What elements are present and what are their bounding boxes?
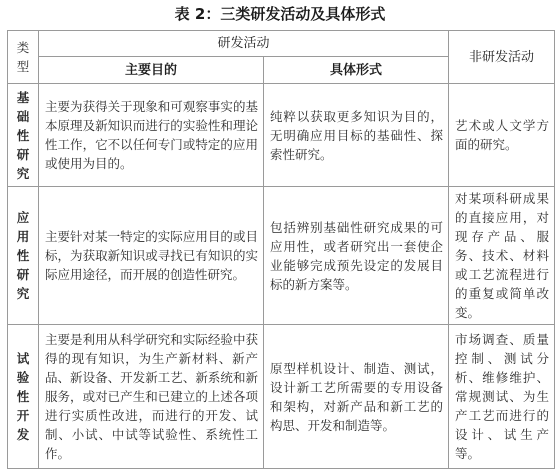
form-cell	[264, 84, 449, 187]
form-cell	[264, 325, 449, 469]
purpose-text: 主要为获得关于现象和可观察事实的基本原理及新知识而进行的实验性和理论性工作，它不以任何专门或特定的应用或使用为目的。	[45, 99, 258, 171]
table-row	[8, 325, 555, 469]
type-cell	[8, 84, 39, 187]
header-row	[8, 31, 555, 57]
type-cell	[8, 325, 39, 469]
non-rd-text: 市场调查、质量控制、测试分析、维修维护、常规测试、为生产工艺而进行的设计、试生产等。	[455, 332, 550, 461]
page-title: 表 2：三类研发活动及具体形式	[174, 5, 386, 23]
rd-activities-table	[7, 30, 555, 469]
form-cell	[264, 187, 449, 325]
purpose-cell	[39, 325, 264, 469]
purpose-cell	[39, 187, 264, 325]
non-rd-text: 对某项科研成果的直接应用，对现存产品、服务、技术、材料或工艺流程进行的重复或简单改变。	[455, 191, 550, 320]
type-column-header-label: 类 型	[16, 40, 30, 74]
purpose-text: 主要针对某一特定的实际应用目的或目标，为获取新知识或寻找已有知识的实际应用途径，而开展的创造性研究。	[45, 229, 258, 282]
type-label: 试 验 性 开 发	[16, 351, 30, 442]
type-cell	[8, 187, 39, 325]
non-rd-activities-header: 非研发活动	[449, 31, 555, 84]
non-rd-cell	[449, 187, 555, 325]
purpose-text: 主要是利用从科学研究和实际经验中获得的现有知识，为生产新材料、新产品、新设备、开发新工艺、新系统和新服务，或对已产生和已建立的上述各项进行实质性改进，而进行的开发、试制、小试、中试等试验性、系统性工作。	[45, 332, 258, 461]
form-text: 原型样机设计、制造、测试，设计新工艺所需要的专用设备和架构，对新产品和新工艺的构思、开发和制造等。	[270, 360, 444, 433]
type-column-header	[8, 31, 39, 84]
table-row	[8, 187, 555, 325]
specific-form-header: 具体形式	[264, 57, 449, 84]
type-label: 应 用 性 研 究	[16, 210, 30, 301]
non-rd-cell	[449, 84, 555, 187]
form-text: 纯粹以获取更多知识为目的，无明确应用目标的基础性、探索性研究。	[270, 108, 444, 162]
type-label: 基 础 性 研 究	[16, 89, 30, 181]
rd-activities-header: 研发活动	[39, 31, 449, 57]
main-purpose-header: 主要目的	[39, 57, 264, 84]
form-text: 包括辨别基础性研究成果的可应用性，或者研究出一套使企业能够完成预先设定的发展目标的新方案等。	[270, 219, 444, 292]
non-rd-text: 艺术或人文学方面的研究。	[455, 118, 550, 152]
non-rd-cell	[449, 325, 555, 469]
purpose-cell	[39, 84, 264, 187]
table-row	[8, 84, 555, 187]
